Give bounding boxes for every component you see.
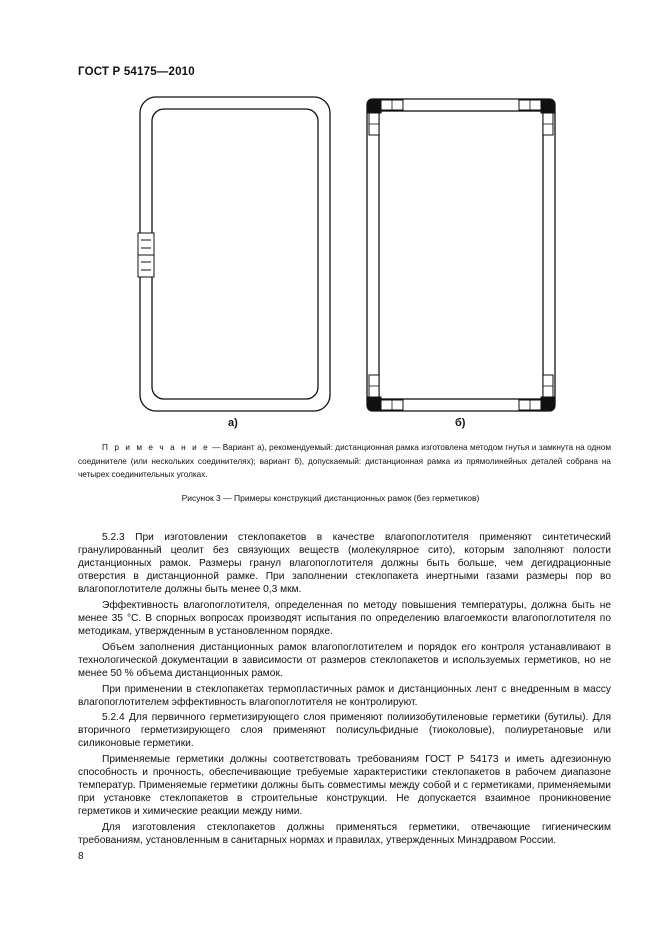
paragraph: 5.2.4 Для первичного герметизирующего слоя применяют полиизобутиленовые герметики (бутилы). Для вторичного герметизирующего слоя применяют полисульфидные (тиоколовые), полиуретановые или силиконовые герметики. (78, 712, 611, 750)
body-text (78, 531, 611, 850)
note-prefix: П р и м е ч а н и е (102, 443, 210, 452)
document-header: ГОСТ Р 54175—2010 (78, 66, 195, 78)
connector-variant-a (138, 233, 154, 277)
figure-3 (0, 0, 661, 440)
paragraph: Эффективность влагопоглотителя, определенная по методу повышения температуры, должна быть не менее 35 °С. В спорных вопросах производят испытания по определению влагоемкости влагопоглотителя по методикам, утвержденным в установленном порядке. (78, 599, 611, 638)
paragraph: 5.2.3 При изготовлении стеклопакетов в качестве влагопоглотителя применяют синтетический гранулированный цеолит без связующих веществ (молекулярное сито), которым заполняют полости дистанционных рамок. Размеры гранул влагопоглотителя должны быть больше, чем дегидрационные отверстия в дистанционной рамке. При заполнении стеклопакета инертными газами размеры пор во влагопоглотителе должны быть менее 0,3 мкм. (78, 532, 611, 596)
figure-caption: Рисунок 3 — Примеры конструкций дистанционных рамок (без герметиков) (181, 493, 480, 503)
paragraph: При применении в стеклопакетах термопластичных рамок и дистанционных лент с внедренным в массу влагопоглотителем эффективность влагопоглотителя не контролируют. (78, 683, 611, 708)
figure-note (78, 441, 611, 482)
frame-variant-a (140, 97, 330, 411)
frame-variant-b (367, 99, 555, 411)
corner-connectors-variant-b (367, 99, 555, 411)
paragraph: Для изготовления стеклопакетов должны применяться герметики, отвечающие гигиеническим требованиям, установленным в санитарных нормах и правилах, утвержденных Минздравом России. (78, 821, 611, 847)
corner-connector-legs (369, 100, 553, 410)
note-text: — Вариант а), рекомендуемый: дистанционная рамка изготовлена методом гнутья и замкнута на одном соединителе (или нескольких соединителях); вариант б), допускаемый: дистанционная рамка из прямолинейных деталей собрана на четырех соединительных уголках. (78, 443, 611, 479)
figure-label-a: а) (228, 417, 238, 429)
paragraph: Применяемые герметики должны соответствовать требованиям ГОСТ Р 54173 и иметь адгезионную способность и прочность, обеспечивающие требуемые характеристики стеклопакетов в рабочем диапазоне температур. Применяемые герметики должны быть совместимы между собой и с герметиками, применяемыми при установке стеклопакетов в строительные конструкции. Не допускается взаимное проникновение герметиков и химические реакции между ними. (78, 754, 611, 818)
figure-label-b: б) (455, 417, 466, 429)
page-number: 8 (78, 851, 84, 862)
spacer-frame-diagrams (0, 0, 661, 440)
paragraph: Объем заполнения дистанционных рамок влагопоглотителем и порядок его контроля устанавливают в технологической документации в зависимости от размеров стеклопакетов и используемых герметиков, но не менее 50 % объема дистанционных рамок. (78, 641, 611, 679)
